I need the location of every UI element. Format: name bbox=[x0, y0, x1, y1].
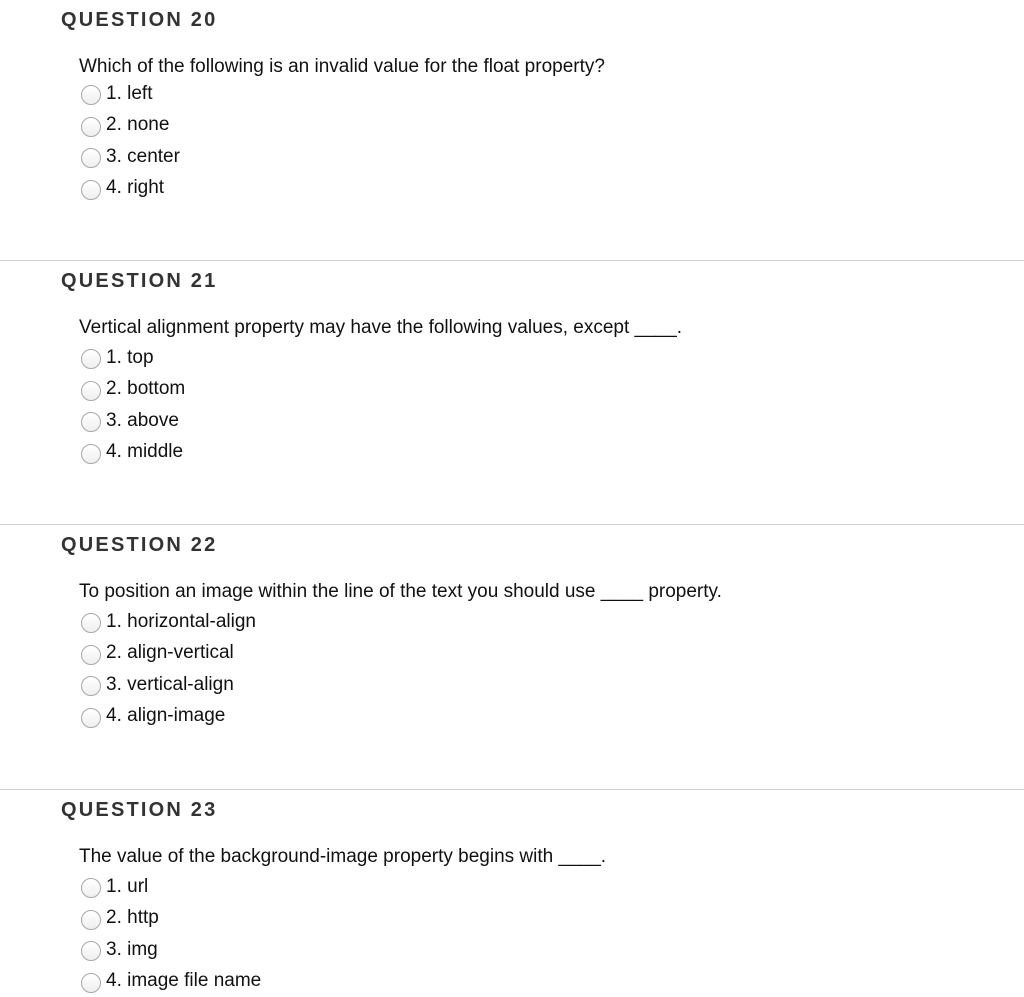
question-23 bbox=[0, 789, 1024, 994]
radio-button[interactable] bbox=[81, 381, 101, 401]
radio-button[interactable] bbox=[81, 613, 101, 633]
answer-label: 2. http bbox=[106, 907, 159, 929]
answer-option-1[interactable] bbox=[81, 871, 261, 903]
answer-label: 3. img bbox=[106, 939, 158, 961]
answer-option-2[interactable] bbox=[81, 903, 261, 935]
question-title: QUESTION 20 bbox=[61, 8, 217, 32]
question-21 bbox=[0, 260, 1024, 524]
answer-options bbox=[81, 78, 180, 204]
answer-options bbox=[81, 871, 261, 997]
answer-label: 3. vertical-align bbox=[106, 674, 234, 696]
answer-option-3[interactable] bbox=[81, 669, 256, 701]
question-20 bbox=[0, 0, 1024, 264]
radio-button[interactable] bbox=[81, 444, 101, 464]
answer-option-3[interactable] bbox=[81, 934, 261, 966]
radio-button[interactable] bbox=[81, 180, 101, 200]
answer-label: 2. align-vertical bbox=[106, 642, 234, 664]
answer-label: 2. none bbox=[106, 114, 169, 136]
radio-button[interactable] bbox=[81, 708, 101, 728]
question-text: Vertical alignment property may have the following values, except ____. bbox=[79, 317, 682, 339]
answer-option-2[interactable] bbox=[81, 374, 185, 406]
radio-button[interactable] bbox=[81, 148, 101, 168]
answer-option-2[interactable] bbox=[81, 110, 180, 142]
question-text: To position an image within the line of the text you should use ____ property. bbox=[79, 581, 722, 603]
answer-option-4[interactable] bbox=[81, 966, 261, 997]
answer-options bbox=[81, 342, 185, 468]
radio-button[interactable] bbox=[81, 85, 101, 105]
question-title: QUESTION 21 bbox=[61, 269, 217, 293]
answer-options bbox=[81, 606, 256, 732]
answer-label: 4. right bbox=[106, 177, 164, 199]
answer-label: 1. horizontal-align bbox=[106, 611, 256, 633]
question-22 bbox=[0, 524, 1024, 788]
answer-option-1[interactable] bbox=[81, 606, 256, 638]
answer-label: 1. url bbox=[106, 876, 148, 898]
answer-option-4[interactable] bbox=[81, 173, 180, 205]
answer-option-2[interactable] bbox=[81, 638, 256, 670]
answer-option-1[interactable] bbox=[81, 342, 185, 374]
radio-button[interactable] bbox=[81, 878, 101, 898]
question-title: QUESTION 22 bbox=[61, 533, 217, 557]
radio-button[interactable] bbox=[81, 973, 101, 993]
radio-button[interactable] bbox=[81, 645, 101, 665]
answer-label: 4. middle bbox=[106, 441, 183, 463]
radio-button[interactable] bbox=[81, 941, 101, 961]
answer-label: 2. bottom bbox=[106, 378, 185, 400]
answer-label: 1. left bbox=[106, 83, 152, 105]
radio-button[interactable] bbox=[81, 910, 101, 930]
answer-label: 4. align-image bbox=[106, 705, 225, 727]
answer-option-4[interactable] bbox=[81, 701, 256, 733]
answer-option-3[interactable] bbox=[81, 141, 180, 173]
answer-label: 4. image file name bbox=[106, 970, 261, 992]
radio-button[interactable] bbox=[81, 349, 101, 369]
answer-label: 1. top bbox=[106, 347, 154, 369]
answer-label: 3. center bbox=[106, 146, 180, 168]
answer-option-3[interactable] bbox=[81, 405, 185, 437]
question-title: QUESTION 23 bbox=[61, 798, 217, 822]
radio-button[interactable] bbox=[81, 117, 101, 137]
answer-option-4[interactable] bbox=[81, 437, 185, 469]
answer-label: 3. above bbox=[106, 410, 179, 432]
radio-button[interactable] bbox=[81, 676, 101, 696]
question-text: Which of the following is an invalid value for the float property? bbox=[79, 56, 605, 78]
answer-option-1[interactable] bbox=[81, 78, 180, 110]
radio-button[interactable] bbox=[81, 412, 101, 432]
question-text: The value of the background-image property begins with ____. bbox=[79, 846, 606, 868]
